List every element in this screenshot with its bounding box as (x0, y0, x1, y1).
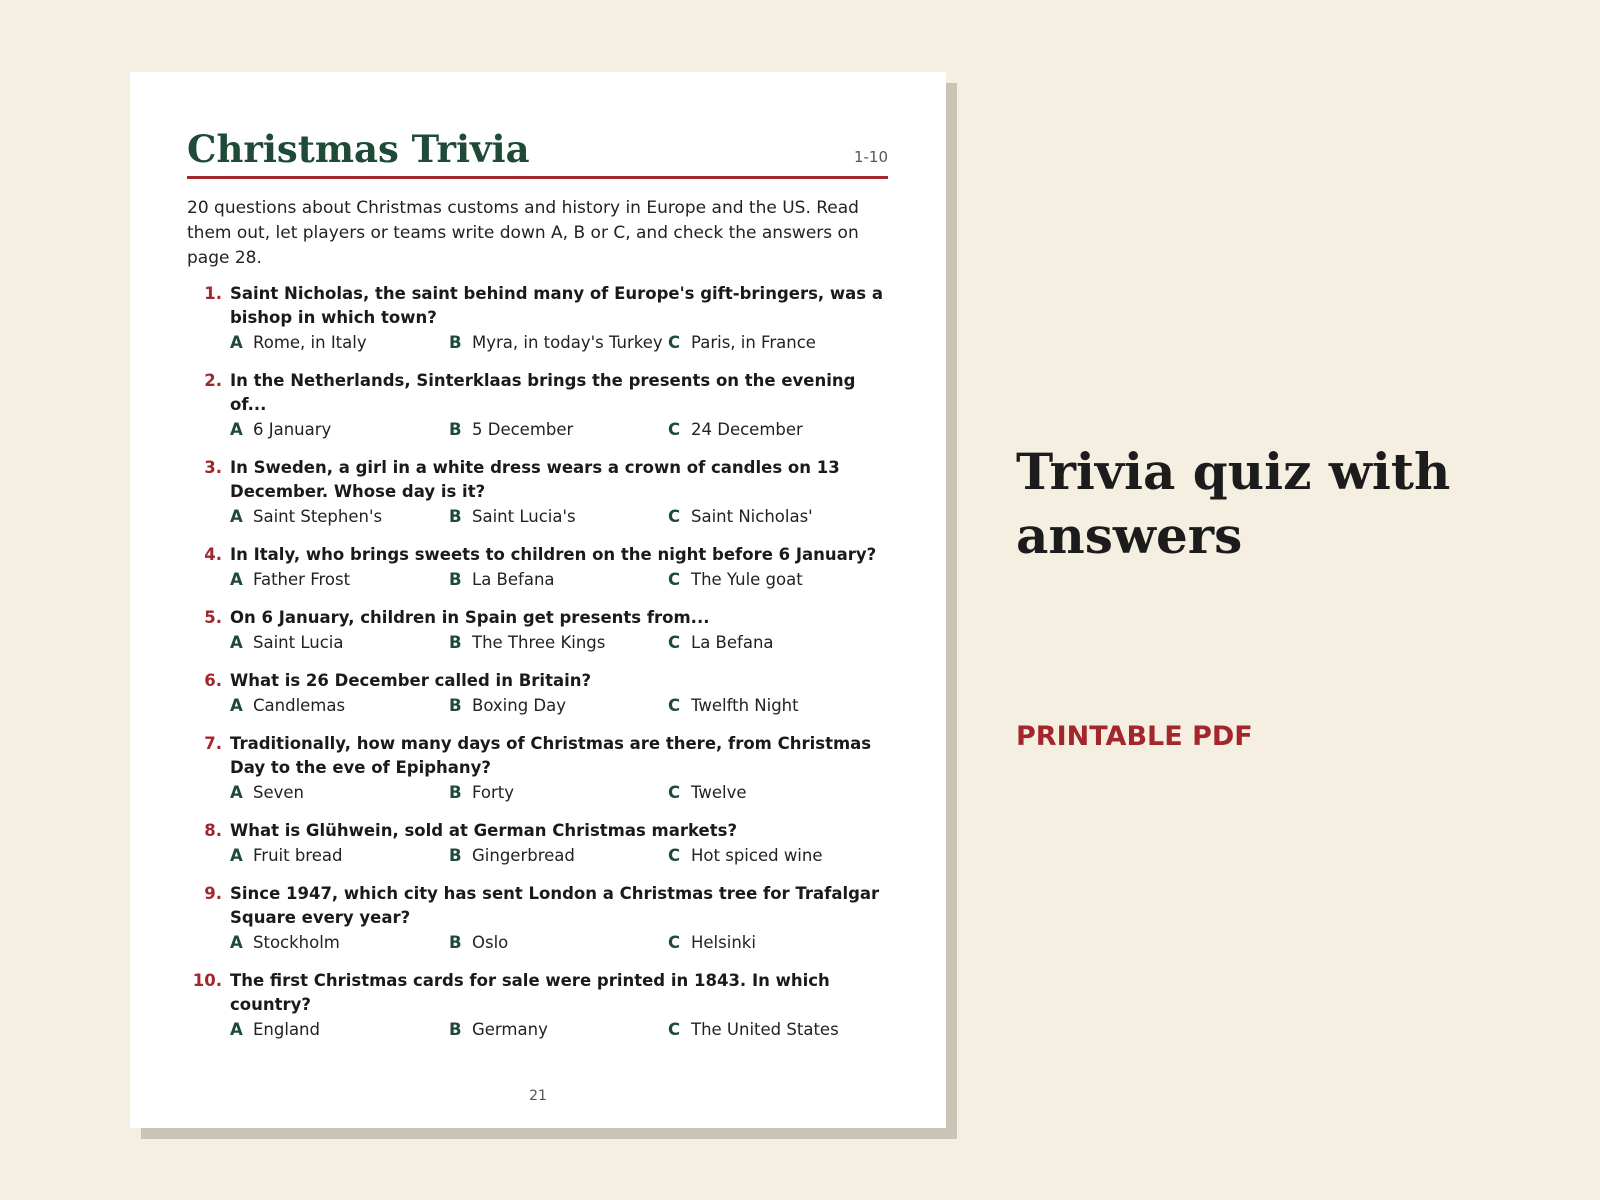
option-text: Saint Nicholas' (691, 507, 813, 526)
answer-option (449, 1017, 668, 1042)
question-item (187, 369, 893, 442)
answer-options (230, 930, 893, 955)
answer-option (449, 417, 668, 442)
question-text: The first Christmas cards for sale were printed in 1843. In which country? (230, 971, 830, 1014)
option-text: Rome, in Italy (253, 333, 367, 352)
question-number: 4. (204, 545, 222, 564)
option-letter: C (668, 933, 681, 952)
question-item (187, 282, 893, 355)
option-letter: B (449, 507, 462, 526)
question-text: What is Glühwein, sold at German Christmas markets? (230, 821, 738, 840)
answer-option (449, 567, 668, 592)
option-text: La Befana (472, 570, 555, 589)
option-text: 24 December (691, 420, 803, 439)
document-page (130, 72, 946, 1128)
question-text: In Sweden, a girl in a white dress wears a crown of candles on 13 December. Whose day is it? (230, 458, 840, 501)
question-text: What is 26 December called in Britain? (230, 671, 592, 690)
answer-option (668, 843, 887, 868)
option-text: Twelfth Night (691, 696, 799, 715)
question-item (187, 456, 893, 529)
option-text: Paris, in France (691, 333, 816, 352)
option-letter: C (668, 633, 681, 652)
option-letter: A (230, 1020, 243, 1039)
option-text: The Three Kings (472, 633, 606, 652)
option-letter: A (230, 570, 243, 589)
option-letter: C (668, 1020, 681, 1039)
option-letter: C (668, 846, 681, 865)
option-letter: B (449, 696, 462, 715)
option-text: 5 December (472, 420, 574, 439)
option-text: Candlemas (253, 696, 346, 715)
question-item (187, 882, 893, 955)
option-text: Hot spiced wine (691, 846, 823, 865)
option-text: Forty (472, 783, 515, 802)
answer-options (230, 630, 893, 655)
answer-option (668, 330, 887, 355)
question-list (187, 282, 893, 1056)
answer-options (230, 330, 893, 355)
option-text: The Yule goat (691, 570, 803, 589)
option-text: Oslo (472, 933, 509, 952)
option-letter: B (449, 846, 462, 865)
option-text: Saint Stephen's (253, 507, 383, 526)
question-text: In Italy, who brings sweets to children on the night before 6 January? (230, 545, 877, 564)
answer-option (230, 417, 449, 442)
option-text: The United States (691, 1020, 839, 1039)
option-letter: A (230, 507, 243, 526)
option-text: 6 January (253, 420, 332, 439)
option-letter: C (668, 696, 681, 715)
option-letter: B (449, 783, 462, 802)
question-item (187, 969, 893, 1042)
option-letter: B (449, 333, 462, 352)
question-item (187, 543, 893, 592)
question-text: On 6 January, children in Spain get presents from... (230, 608, 710, 627)
answer-options (230, 843, 893, 868)
option-letter: A (230, 846, 243, 865)
option-letter: B (449, 633, 462, 652)
option-letter: B (449, 933, 462, 952)
answer-option (230, 843, 449, 868)
question-number: 3. (204, 458, 222, 477)
question-text: Traditionally, how many days of Christmas are there, from Christmas Day to the eve of Epiphany? (230, 734, 872, 777)
page-number: 21 (529, 1088, 547, 1104)
answer-options (230, 567, 893, 592)
option-text: Boxing Day (472, 696, 567, 715)
answer-options (230, 1017, 893, 1042)
question-item (187, 732, 893, 805)
intro-paragraph: 20 questions about Christmas customs and history in Europe and the US. Read them out, let players or teams write down A, B or C, and check the answers on page 28. (187, 198, 859, 268)
answer-option (230, 630, 449, 655)
question-number: 7. (204, 734, 222, 753)
question-text: Since 1947, which city has sent London a Christmas tree for Trafalgar Square every year? (230, 884, 880, 927)
answer-options (230, 780, 893, 805)
question-number: 10. (192, 971, 222, 990)
question-number: 2. (204, 371, 222, 390)
answer-option (668, 417, 887, 442)
answer-options (230, 693, 893, 718)
option-letter: B (449, 1020, 462, 1039)
option-text: Stockholm (253, 933, 340, 952)
page-header (187, 126, 888, 179)
option-letter: C (668, 570, 681, 589)
answer-option (449, 630, 668, 655)
option-text: Seven (253, 783, 304, 802)
question-number: 6. (204, 671, 222, 690)
question-item (187, 606, 893, 655)
question-number: 8. (204, 821, 222, 840)
answer-option (230, 693, 449, 718)
option-text: Twelve (691, 783, 747, 802)
option-letter: C (668, 420, 681, 439)
option-text: Saint Lucia's (472, 507, 576, 526)
question-number: 9. (204, 884, 222, 903)
option-letter: B (449, 570, 462, 589)
answer-option (230, 567, 449, 592)
question-number: 1. (204, 284, 222, 303)
question-range: 1-10 (853, 148, 888, 166)
answer-options (230, 504, 893, 529)
answer-option (449, 330, 668, 355)
option-letter: C (668, 783, 681, 802)
option-text: Myra, in today's Turkey (472, 333, 663, 352)
option-letter: C (668, 507, 681, 526)
answer-option (449, 930, 668, 955)
option-text: Saint Lucia (253, 633, 344, 652)
promo-title: Trivia quiz with answers (1016, 442, 1451, 565)
answer-option (449, 780, 668, 805)
answer-option (668, 1017, 887, 1042)
answer-option (668, 693, 887, 718)
option-text: Gingerbread (472, 846, 575, 865)
question-item (187, 669, 893, 718)
answer-options (230, 417, 893, 442)
option-text: Germany (472, 1020, 548, 1039)
answer-option (230, 330, 449, 355)
option-letter: A (230, 633, 243, 652)
question-item (187, 819, 893, 868)
option-letter: C (668, 333, 681, 352)
answer-option (230, 930, 449, 955)
option-text: Father Frost (253, 570, 351, 589)
option-text: Fruit bread (253, 846, 343, 865)
answer-option (449, 843, 668, 868)
question-number: 5. (204, 608, 222, 627)
option-letter: B (449, 420, 462, 439)
answer-option (668, 567, 887, 592)
page-title: Christmas Trivia (187, 127, 530, 171)
answer-option (449, 693, 668, 718)
answer-option (668, 780, 887, 805)
promo-badge: PRINTABLE PDF (1016, 721, 1253, 752)
option-letter: A (230, 783, 243, 802)
answer-option (230, 504, 449, 529)
answer-option (668, 930, 887, 955)
answer-option (230, 1017, 449, 1042)
option-text: Helsinki (691, 933, 756, 952)
question-text: Saint Nicholas, the saint behind many of Europe's gift-bringers, was a bishop in which town? (230, 284, 883, 327)
answer-option (230, 780, 449, 805)
answer-option (668, 504, 887, 529)
option-text: La Befana (691, 633, 774, 652)
option-text: England (253, 1020, 320, 1039)
option-letter: A (230, 696, 243, 715)
option-letter: A (230, 420, 243, 439)
answer-option (668, 630, 887, 655)
option-letter: A (230, 933, 243, 952)
question-text: In the Netherlands, Sinterklaas brings the presents on the evening of... (230, 371, 856, 414)
option-letter: A (230, 333, 243, 352)
answer-option (449, 504, 668, 529)
